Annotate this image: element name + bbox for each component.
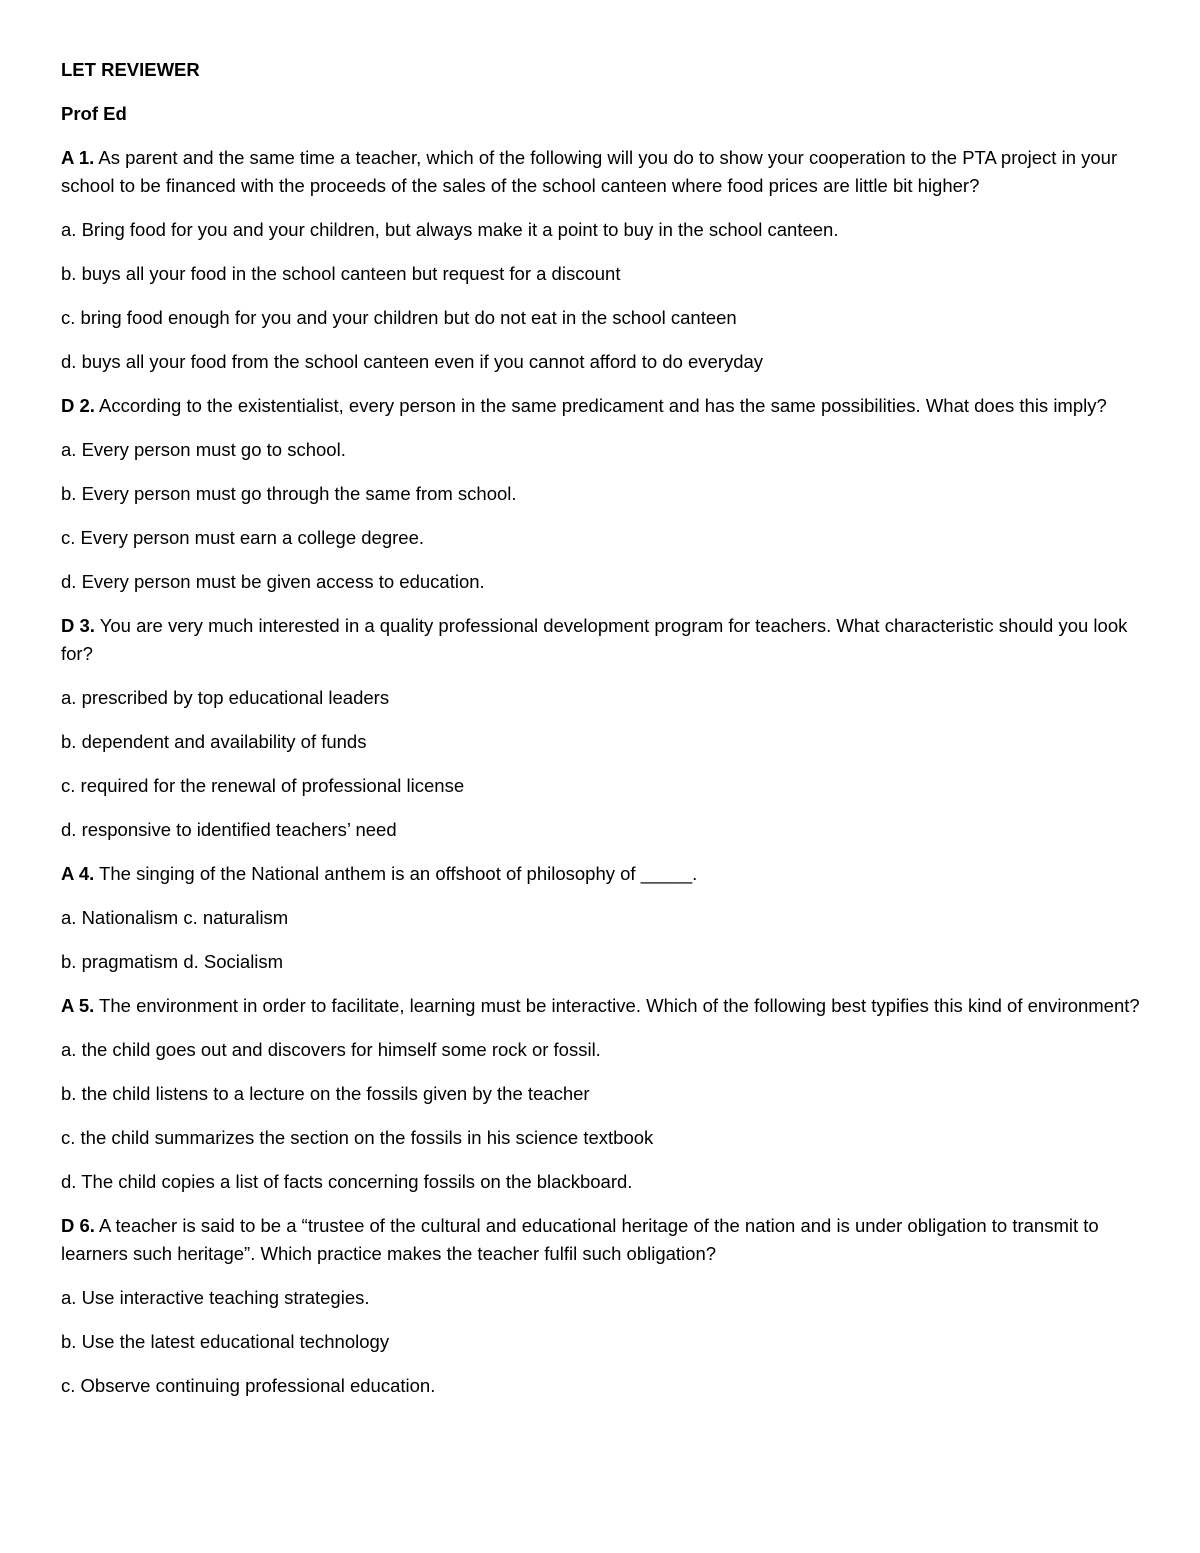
question-6 — [61, 1212, 1141, 1268]
choice: d. The child copies a list of facts concerning fossils on the blackboard. — [61, 1171, 633, 1192]
answer-key: A 5. — [61, 995, 95, 1016]
choice: b. pragmatism d. Socialism — [61, 951, 284, 972]
choice: b. Use the latest educational technology — [61, 1331, 390, 1352]
question-text: You are very much interested in a quality professional development program for teachers. What characteristic should you look for? — [61, 615, 1128, 664]
choice: d. Every person must be given access to education. — [61, 571, 485, 592]
choice: a. Use interactive teaching strategies. — [61, 1287, 370, 1308]
question-2 — [61, 392, 1141, 420]
question-text: As parent and the same time a teacher, which of the following will you do to show your cooperation to the PTA project in your school to be financed with the proceeds of the sales of the school canteen where food prices are little bit higher? — [61, 147, 1118, 196]
choice: d. buys all your food from the school canteen even if you cannot afford to do everyday — [61, 351, 764, 372]
document-subtitle: Prof Ed — [61, 103, 127, 124]
document-title: LET REVIEWER — [61, 59, 200, 80]
choice: c. Observe continuing professional education. — [61, 1375, 436, 1396]
choice: c. bring food enough for you and your children but do not eat in the school canteen — [61, 307, 737, 328]
question-5 — [61, 992, 1141, 1020]
choice: a. Every person must go to school. — [61, 439, 346, 460]
question-text: A teacher is said to be a “trustee of the cultural and educational heritage of the nation and is under obligation to transmit to learners such heritage”. Which practice makes the teacher fulfil such obligation? — [61, 1215, 1099, 1264]
answer-key: D 2. — [61, 395, 95, 416]
choice: d. responsive to identified teachers’ need — [61, 819, 397, 840]
choice: b. dependent and availability of funds — [61, 731, 367, 752]
choice: b. Every person must go through the same from school. — [61, 483, 517, 504]
choice: c. required for the renewal of professional license — [61, 775, 465, 796]
choice: c. Every person must earn a college degree. — [61, 527, 424, 548]
question-text: The environment in order to facilitate, learning must be interactive. Which of the following best typifies this kind of environment? — [94, 995, 1140, 1016]
choice: a. Nationalism c. naturalism — [61, 907, 289, 928]
question-3 — [61, 612, 1141, 668]
choice: a. prescribed by top educational leaders — [61, 687, 390, 708]
answer-key: A 4. — [61, 863, 95, 884]
choice: a. the child goes out and discovers for himself some rock or fossil. — [61, 1039, 601, 1060]
choice: b. the child listens to a lecture on the fossils given by the teacher — [61, 1083, 590, 1104]
question-text: The singing of the National anthem is an offshoot of philosophy of _____. — [94, 863, 698, 884]
question-4 — [61, 860, 1141, 888]
question-text: According to the existentialist, every person in the same predicament and has the same possibilities. What does this imply? — [94, 395, 1107, 416]
document-page — [61, 56, 1141, 1416]
choice: b. buys all your food in the school canteen but request for a discount — [61, 263, 621, 284]
choice: a. Bring food for you and your children, but always make it a point to buy in the school canteen. — [61, 219, 839, 240]
choice: c. the child summarizes the section on the fossils in his science textbook — [61, 1127, 654, 1148]
answer-key: D 6. — [61, 1215, 95, 1236]
answer-key: D 3. — [61, 615, 95, 636]
question-1 — [61, 144, 1141, 200]
answer-key: A 1. — [61, 147, 95, 168]
